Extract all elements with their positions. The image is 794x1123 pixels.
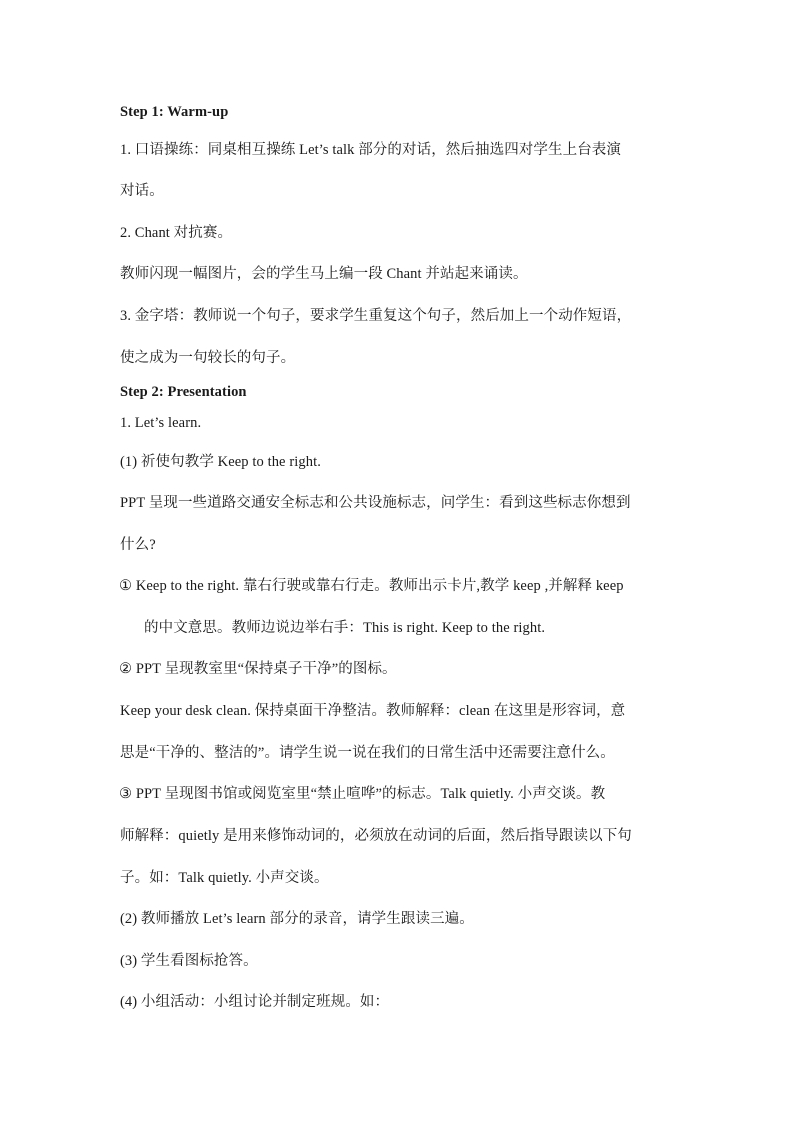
step2-heading: Step 2: Presentation (120, 384, 247, 400)
step2-p1-desc-line2: 什么? (120, 537, 156, 553)
step2-c2: ② PPT 呈现教室里“保持桌子干净”的图标。 (119, 661, 397, 677)
step2-p1: (1) 祈使句教学 Keep to the right. (120, 454, 321, 470)
step2-c3-line3: 子。如：Talk quietly. 小声交谈。 (120, 870, 329, 886)
step1-heading: Step 1: Warm-up (120, 104, 229, 120)
step2-c2-desc-line2: 思是“干净的、整洁的”。请学生说一说在我们的日常生活中还需要注意什么。 (120, 745, 615, 761)
step1-item2-desc: 教师闪现一幅图片，会的学生马上编一段 Chant 并站起来诵读。 (120, 266, 528, 282)
step2-p2: (2) 教师播放 Let’s learn 部分的录音，请学生跟读三遍。 (120, 911, 474, 927)
step2-p4: (4) 小组活动：小组讨论并制定班规。如： (120, 994, 390, 1010)
step1-item2: 2. Chant 对抗赛。 (120, 225, 233, 241)
step2-c1-line2: 的中文意思。教师边说边举右手：This is right. Keep to the right. (144, 620, 546, 636)
step2-p3: (3) 学生看图标抢答。 (120, 953, 258, 969)
step2-c3-line2: 师解释：quietly 是用来修饰动词的，必须放在动词的后面，然后指导跟读以下句 (120, 828, 632, 844)
step2-sub1: 1. Let’s learn. (120, 415, 202, 431)
step2-p1-desc-line1: PPT 呈现一些道路交通安全标志和公共设施标志，问学生：看到这些标志你想到 (120, 495, 631, 511)
step2-c1-line1: ① Keep to the right. 靠右行驶或靠右行走。教师出示卡片,教学 keep ,并解释 keep (119, 578, 624, 594)
step1-item1-line1: 1. 口语操练：同桌相互操练 Let’s talk 部分的对话，然后抽选四对学生上台表演 (120, 142, 622, 158)
step2-c2-desc-line1: Keep your desk clean. 保持桌面干净整洁。教师解释：clean 在这里是形容词，意 (120, 703, 626, 719)
step1-item3-line1: 3. 金字塔：教师说一个句子，要求学生重复这个句子，然后加上一个动作短语， (120, 308, 632, 324)
step2-c3-line1: ③ PPT 呈现图书馆或阅览室里“禁止喧哗”的标志。Talk quietly. 小声交谈。教 (119, 786, 606, 802)
step1-item3-line2: 使之成为一句较长的句子。 (120, 350, 296, 366)
step1-item1-line2: 对话。 (120, 183, 164, 199)
